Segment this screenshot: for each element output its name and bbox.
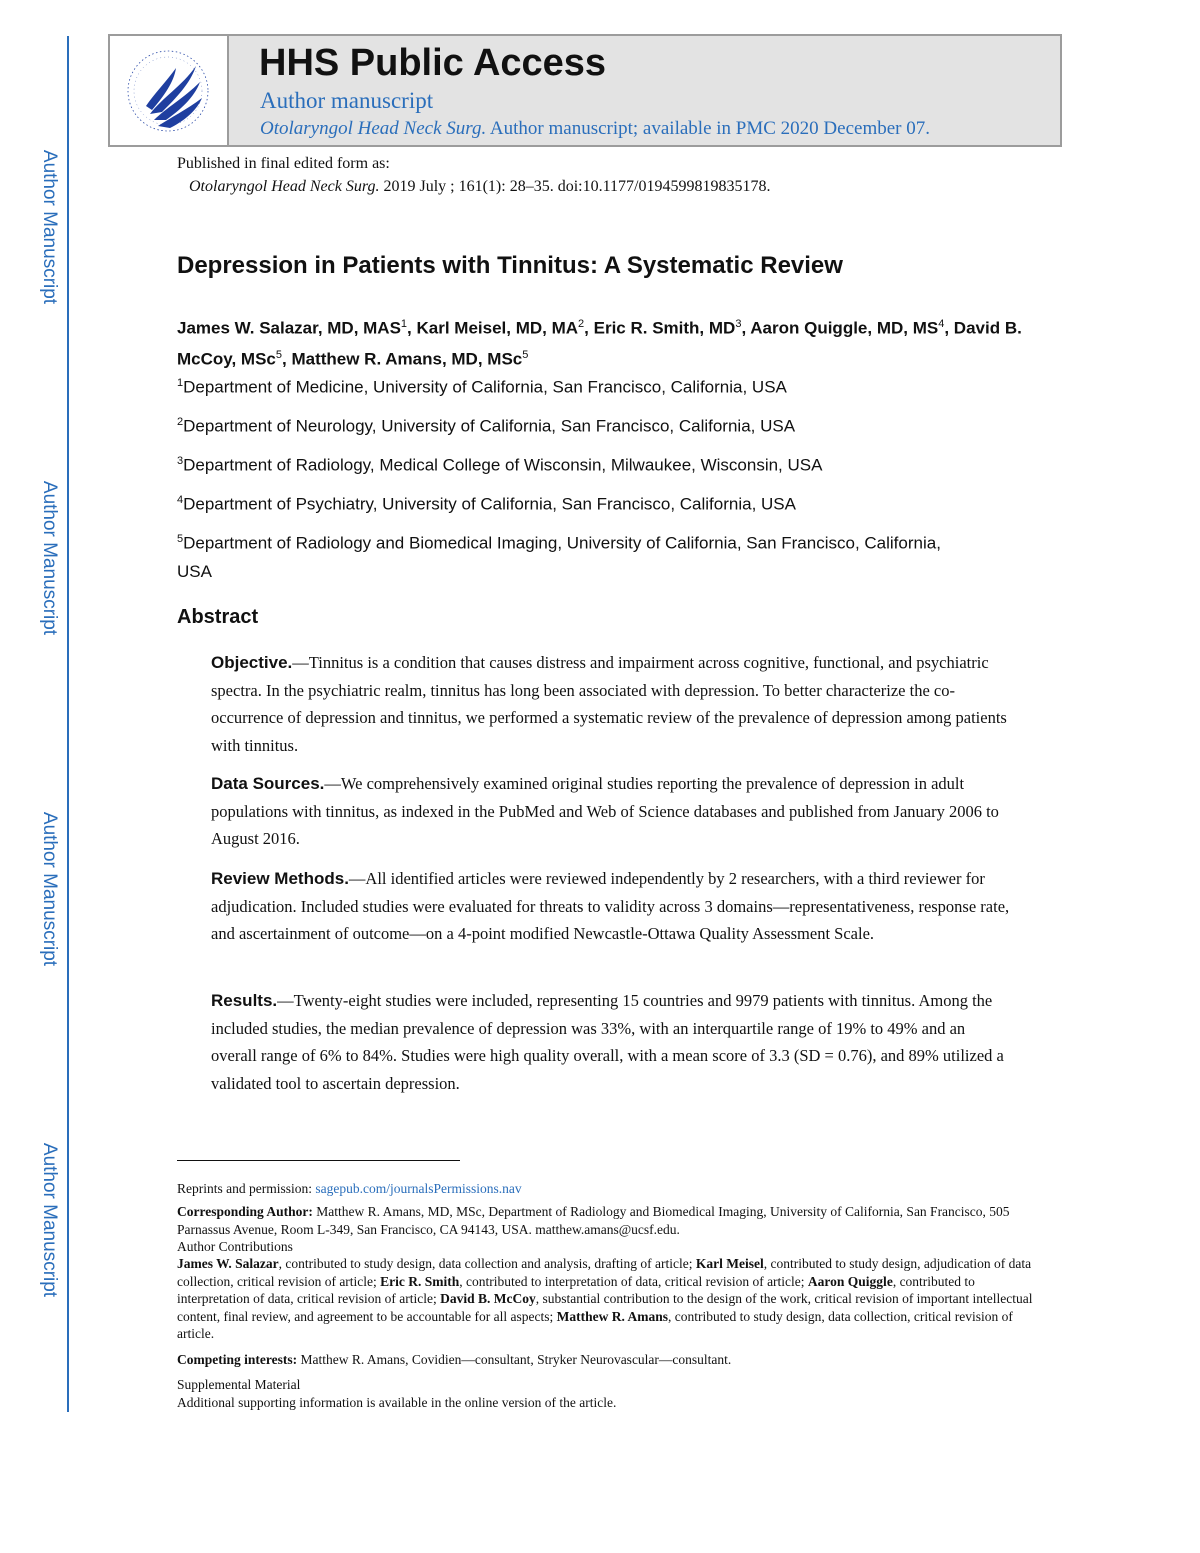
author: Matthew R. Amans, MD, MSc xyxy=(291,349,523,369)
hhs-logo xyxy=(110,36,229,145)
affiliation: $^2$Department of Neurology, University of California, San Francisco, California, USA xyxy=(177,416,796,436)
article-title: Depression in Patients with Tinnitus: A Systematic Review xyxy=(177,252,843,279)
abstract-data-sources: Data Sources.—We comprehensively examined original studies reporting the prevalence of depression in adult populations with tinnitus, as indexed in the PubMed and Web of Science databases and published from January 2006 to August 2016. xyxy=(211,774,999,848)
contributions-text: James W. Salazar, contributed to study design, data collection and analysis, drafting of article; Karl Meisel, contributed to study design, adjudication of data collection, critical revision of article; Eric R. Smith, contributed to interpretation of data, critical revision of article; Aaron Quiggle, contributed to interpretation of data, critical revision of article; David B. McCoy, substantial contribution to the design of the work, critical revision of important intellectual content, final review, and agreement to be accountable for all aspects; Matthew R. Amans, contributed to study design, data collection, critical revision of article. xyxy=(177,1256,1033,1341)
competing-interests: Competing interests: Matthew R. Amans, Covidien—consultant, Stryker Neurovascular—consultant. xyxy=(177,1352,732,1367)
affiliation: $^4$Department of Psychiatry, University of California, San Francisco, California, USA xyxy=(177,494,796,514)
journal-availability: Otolaryngol Head Neck Surg. Author manuscript; available in PMC 2020 December 07. xyxy=(260,118,930,139)
reprints-note: Reprints and permission: sagepub.com/journalsPermissions.nav xyxy=(177,1181,522,1196)
abstract-results: Results.—Twenty-eight studies were included, representing 15 countries and 9979 patients with tinnitus. Among the included studies, the median prevalence of depression was 33%, with an interquartile range of 19% to 49% and an overall range of 6% to 84%. Studies were high quality overall, with a mean score of 3.3 (SD = 0.76), and 89% utilized a validated tool to ascertain depression. xyxy=(211,991,1004,1093)
published-label: Published in final edited form as: xyxy=(177,155,390,172)
author: Aaron Quiggle, MD, MS xyxy=(750,318,939,338)
supplemental-heading: Supplemental Material xyxy=(177,1377,301,1392)
permissions-link[interactable]: sagepub.com/journalsPermissions.nav xyxy=(315,1181,522,1196)
abstract-review-methods: Review Methods.—All identified articles were reviewed independently by 2 researchers, with a third reviewer for adjudication. Included studies were evaluated for threats to validity across 3 domains—representativeness, response rate, and ascertainment of outcome—on a 4-point modified Newcastle-Ottawa Quality Assessment Scale. xyxy=(211,869,1010,943)
affiliation: $^1$Department of Medicine, University of California, San Francisco, California, USA xyxy=(177,377,787,397)
footnote-rule xyxy=(177,1160,460,1161)
abstract-heading: Abstract xyxy=(177,606,259,628)
hhs-title: HHS Public Access xyxy=(259,42,607,84)
sidebar-rule xyxy=(67,36,69,1412)
author: David B. McCoy, MSc xyxy=(177,318,1022,369)
supplemental-text: Additional supporting information is available in the online version of the article. xyxy=(177,1395,617,1410)
hhs-eagle-icon xyxy=(110,36,227,145)
hhs-header xyxy=(108,34,1062,147)
author: Karl Meisel, MD, MA xyxy=(416,318,579,338)
affiliation: $^3$Department of Radiology, Medical College of Wisconsin, Milwaukee, Wisconsin, USA xyxy=(177,455,823,475)
affiliation: $^5$Department of Radiology and Biomedical Imaging, University of California, San Francisco, California, USA xyxy=(177,533,941,581)
hhs-title-panel xyxy=(229,36,1060,145)
manuscript-type: Author manuscript xyxy=(260,88,434,113)
corresponding-author: Corresponding Author: Matthew R. Amans, MD, MSc, Department of Radiology and Biomedical Imaging, University of California, San Francisco, 505 Parnassus Avenue, Room L-349, San Francisco, CA 94143, USA. matthew.amans@ucsf.edu. xyxy=(177,1204,1010,1237)
citation: Otolaryngol Head Neck Surg. 2019 July ; 161(1): 28–35. doi:10.1177/0194599819835178. xyxy=(189,178,771,195)
author-list: James W. Salazar, MD, MAS$^1$, Karl Meisel, MD, $MA^2$, Eric R. Smith, $MD^3$, Aaron Quiggle, MD, $MS^4$, David B. McCoy, MSc$^5$, Matthew R. Amans, MD, MSc$^5$ xyxy=(177,318,1022,369)
author: Eric R. Smith, MD xyxy=(593,318,736,338)
abstract-objective: Objective.—Tinnitus is a condition that causes distress and impairment across cognitive, functional, and psychiatric spectra. In the psychiatric realm, tinnitus has long been associated with depression. To better characterize the co-occurrence of depression and tinnitus, we performed a systematic review of the prevalence of depression among patients with tinnitus. xyxy=(211,653,1007,755)
author: James W. Salazar, MD, MAS xyxy=(177,318,401,338)
contributions-heading: Author Contributions xyxy=(177,1239,293,1254)
